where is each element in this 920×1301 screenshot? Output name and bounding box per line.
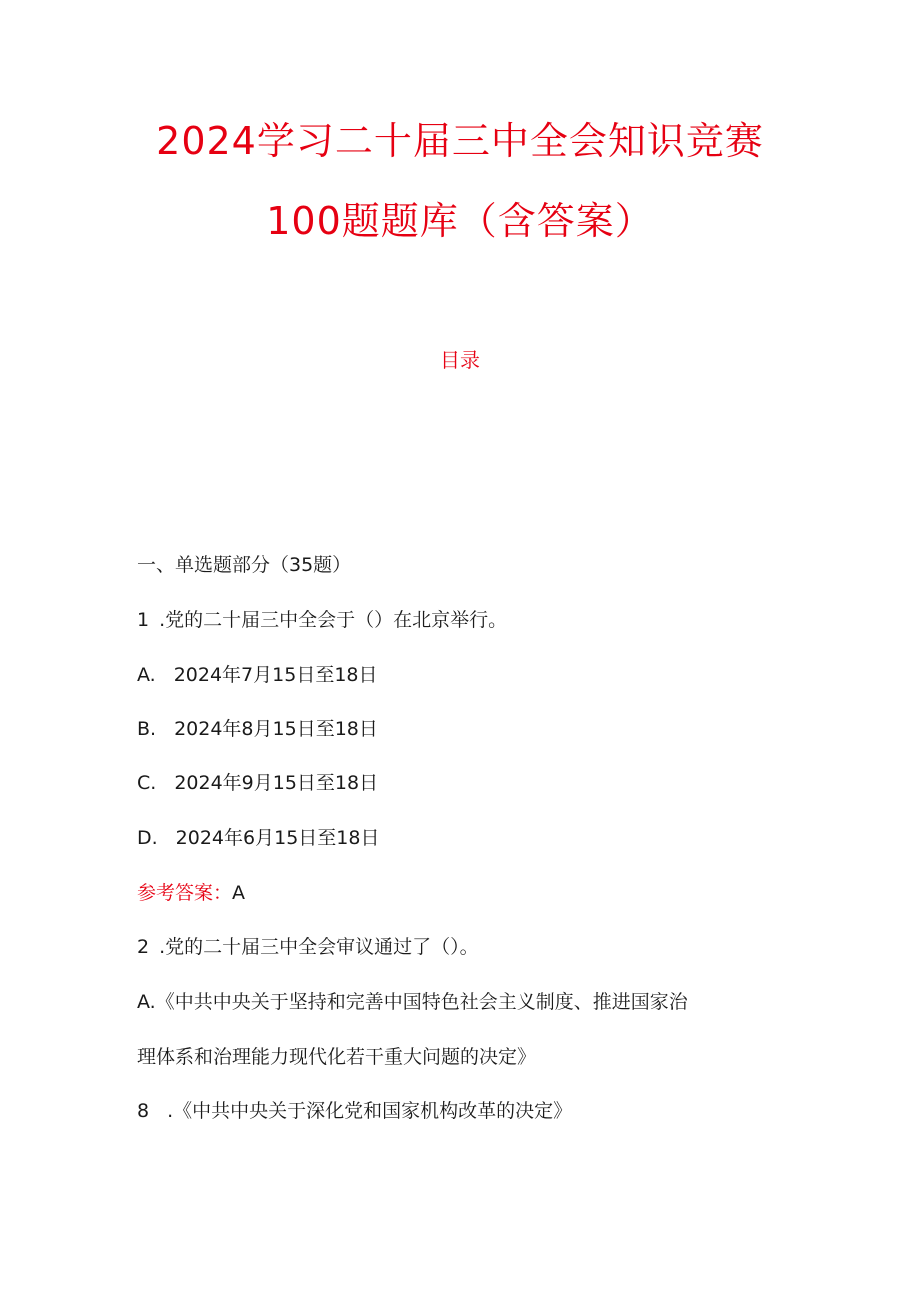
option-letter: A. — [137, 664, 156, 686]
question-1-option-d — [137, 823, 379, 850]
option-text: 2024年7月15日至18日 — [173, 664, 378, 686]
question-2-option-a-line-2: 理体系和治理能力现代化若干重大问题的决定》 — [137, 1046, 537, 1068]
option-letter: C. — [137, 772, 157, 794]
option-text: .《中共中央关于深化党和国家机构改革的决定》 — [167, 1100, 573, 1122]
option-text: 2024年9月15日至18日 — [174, 772, 379, 794]
question-1-answer — [137, 878, 245, 905]
document-title-line-1: 2024学习二十届三中全会知识竞赛 — [156, 119, 764, 163]
question-1-option-c — [137, 768, 378, 795]
document-title-line-2: 100题题库（含答案） — [266, 199, 654, 243]
option-letter: B. — [137, 718, 157, 740]
option-number: 8 — [137, 1100, 150, 1122]
question-text: .党的二十届三中全会于（）在北京举行。 — [159, 609, 508, 631]
question-1-option-b — [137, 714, 378, 741]
section-heading: 一、单选题部分（35题） — [137, 554, 352, 576]
question-1-option-a — [137, 660, 378, 687]
table-of-contents-heading[interactable]: 目录 — [440, 348, 480, 372]
question-2 — [137, 932, 479, 959]
question-number: 2 — [137, 936, 150, 958]
question-2-option-b — [137, 1096, 572, 1123]
answer-value: A — [232, 882, 246, 904]
option-text: 2024年8月15日至18日 — [174, 718, 378, 740]
option-text: 2024年6月15日至18日 — [175, 827, 380, 849]
question-number: 1 — [137, 609, 150, 631]
question-1 — [137, 605, 507, 632]
question-text: .党的二十届三中全会审议通过了（）。 — [159, 936, 479, 958]
answer-label: 参考答案： — [137, 882, 233, 904]
option-letter: D. — [137, 827, 158, 849]
question-2-option-a-line-1: A.《中共中央关于坚持和完善中国特色社会主义制度、推进国家治 — [137, 991, 688, 1013]
